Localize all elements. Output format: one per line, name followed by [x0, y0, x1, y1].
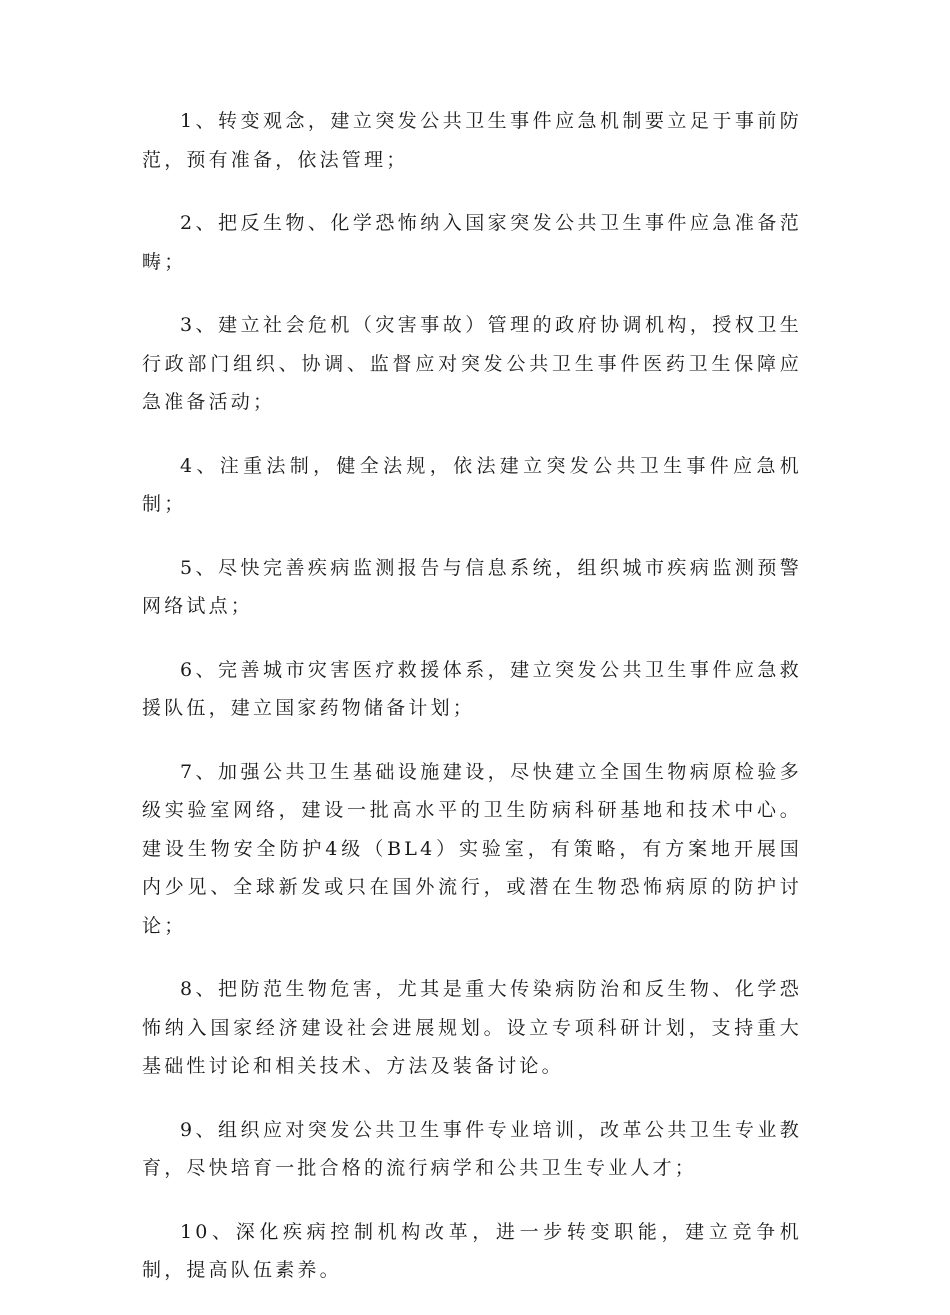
paragraph-10: 10、深化疾病控制机构改革，进一步转变职能，建立竞争机制，提高队伍素养。 — [142, 1220, 802, 1281]
paragraph-1: 1、转变观念，建立突发公共卫生事件应急机制要立足于事前防范，预有准备，依法管理； — [142, 110, 802, 171]
paragraph-7: 7、加强公共卫生基础设施建设，尽快建立全国生物病原检验多级实验室网络，建设一批高水平的卫生防病科研基地和技术中心。建设生物安全防护4级（BL4）实验室，有策略，有方案地开展国内少见、全球新发或只在国外流行，或潜在生物恐怖病原的防护讨论； — [142, 760, 802, 937]
paragraph-9: 9、组织应对突发公共卫生事件专业培训，改革公共卫生专业教育，尽快培育一批合格的流行病学和公共卫生专业人才； — [142, 1118, 802, 1179]
document-body — [142, 102, 802, 1315]
paragraph-8: 8、把防范生物危害，尤其是重大传染病防治和反生物、化学恐怖纳入国家经济建设社会进展规划。设立专项科研计划，支持重大基础性讨论和相关技术、方法及装备讨论。 — [142, 978, 802, 1077]
paragraph-6: 6、完善城市灾害医疗救援体系，建立突发公共卫生事件应急救援队伍，建立国家药物储备计划； — [142, 658, 802, 719]
paragraph-2: 2、把反生物、化学恐怖纳入国家突发公共卫生事件应急准备范畴； — [142, 212, 802, 273]
paragraph-5: 5、尽快完善疾病监测报告与信息系统，组织城市疾病监测预警网络试点； — [142, 556, 802, 617]
paragraph-4: 4、注重法制，健全法规，依法建立突发公共卫生事件应急机制； — [142, 454, 802, 515]
paragraph-3: 3、建立社会危机（灾害事故）管理的政府协调机构，授权卫生行政部门组织、协调、监督应对突发公共卫生事件医药卫生保障应急准备活动； — [142, 314, 802, 413]
